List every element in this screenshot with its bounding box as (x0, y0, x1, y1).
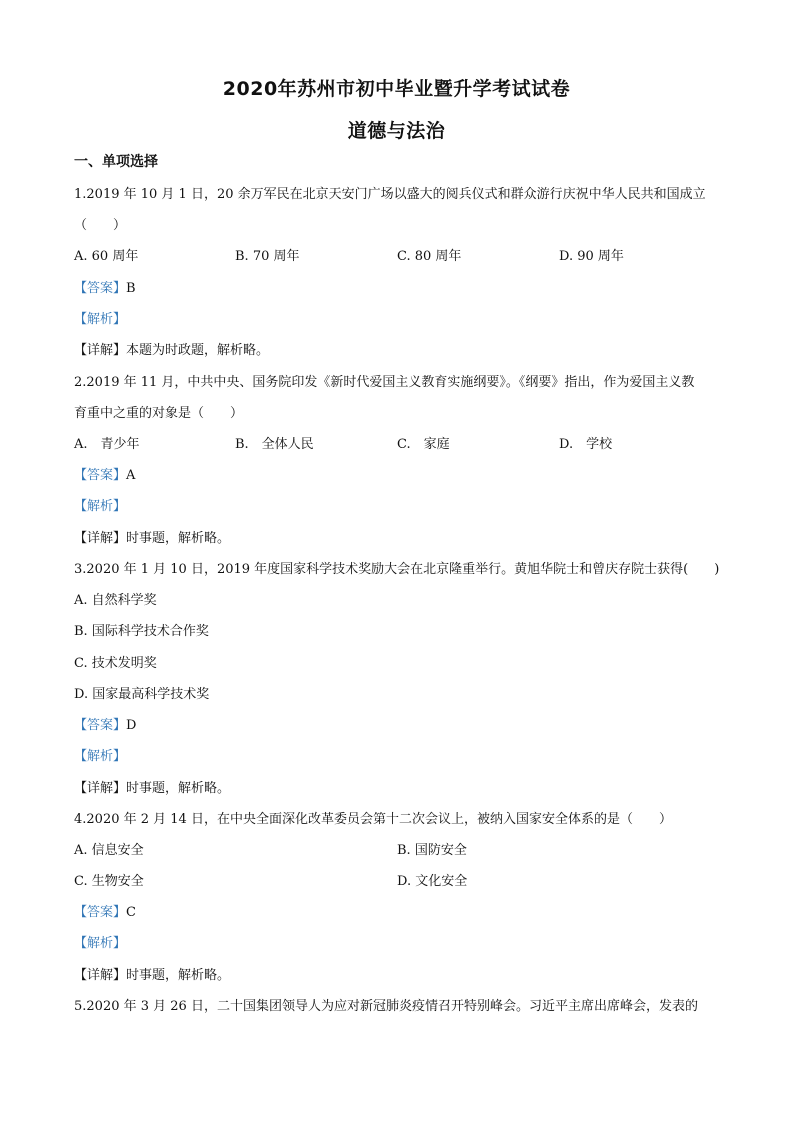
answer-value: A (126, 468, 136, 483)
question-2-analysis-tag: 【解析】 (74, 499, 127, 514)
question-3-option-a: A. 自然科学奖 (74, 593, 157, 608)
question-4-option-d: D. 文化安全 (397, 874, 468, 889)
question-2-option-c: C. 家庭 (397, 437, 450, 452)
question-1-option-d: D. 90 周年 (559, 249, 624, 264)
question-3-answer (74, 714, 136, 733)
section-heading: 一、单项选择 (74, 154, 158, 170)
question-3-stem: 3.2020 年 1 月 10 日，2019 年度国家科学技术奖励大会在北京隆重举行。黄旭华院士和曾庆存院士获得( ) (74, 562, 720, 577)
exam-title: 2020年苏州市初中毕业暨升学考试试卷 (222, 78, 571, 100)
answer-tag: 【答案】 (74, 281, 127, 296)
question-2-detail (74, 527, 230, 546)
answer-value: C (126, 905, 136, 920)
question-4-option-a: A. 信息安全 (74, 843, 144, 858)
question-4-detail (74, 964, 230, 983)
question-4-stem: 4.2020 年 2 月 14 日，在中央全面深化改革委员会第十二次会议上，被纳入国家安全体系的是（ ） (74, 812, 672, 827)
exam-subject: 道德与法治 (347, 120, 446, 142)
detail-text: 时事题，解析略。 (126, 781, 231, 796)
question-4-option-c: C. 生物安全 (74, 874, 144, 889)
question-2-stem: 2.2019 年 11 月，中共中央、国务院印发《新时代爱国主义教育实施纲要》。《纲要》指出，作为爱国主义教 (74, 375, 695, 390)
detail-tag: 【详解】 (74, 531, 127, 546)
question-3-analysis-tag: 【解析】 (74, 749, 127, 764)
question-1-option-c: C. 80 周年 (397, 249, 462, 264)
detail-text: 时事题，解析略。 (126, 531, 231, 546)
question-1-option-b: B. 70 周年 (235, 249, 300, 264)
question-4-analysis-tag: 【解析】 (74, 936, 127, 951)
answer-value: D (126, 718, 137, 733)
question-1-stem-cont: （ ） (74, 218, 127, 233)
question-1-stem: 1.2019 年 10 月 1 日，20 余万军民在北京天安门广场以盛大的阅兵仪式和群众游行庆祝中华人民共和国成立 (74, 187, 706, 202)
question-1-option-a: A. 60 周年 (74, 249, 139, 264)
question-5-stem: 5.2020 年 3 月 26 日，二十国集团领导人为应对新冠肺炎疫情召开特别峰会。习近平主席出席峰会，发表的 (74, 999, 698, 1014)
detail-tag: 【详解】 (74, 343, 127, 358)
question-3-option-c: C. 技术发明奖 (74, 656, 157, 671)
question-2-option-b: B. 全体人民 (235, 437, 314, 452)
question-3-detail (74, 777, 230, 796)
question-1-answer (74, 277, 136, 296)
question-2-option-d: D. 学校 (559, 437, 613, 452)
question-2-stem-cont: 育重中之重的对象是（ ） (74, 406, 244, 421)
detail-tag: 【详解】 (74, 781, 127, 796)
question-2-option-a: A. 青少年 (74, 437, 140, 452)
question-1-detail (74, 339, 269, 358)
answer-tag: 【答案】 (74, 905, 127, 920)
question-4-option-b: B. 国防安全 (397, 843, 467, 858)
answer-value: B (126, 281, 136, 296)
answer-tag: 【答案】 (74, 718, 127, 733)
question-4-answer (74, 901, 136, 920)
detail-tag: 【详解】 (74, 968, 127, 983)
answer-tag: 【答案】 (74, 468, 127, 483)
question-2-answer (74, 464, 135, 483)
question-3-option-d: D. 国家最高科学技术奖 (74, 687, 210, 702)
detail-text: 本题为时政题，解析略。 (126, 343, 270, 358)
question-3-option-b: B. 国际科学技术合作奖 (74, 624, 209, 639)
detail-text: 时事题，解析略。 (126, 968, 231, 983)
question-1-analysis-tag: 【解析】 (74, 312, 127, 327)
